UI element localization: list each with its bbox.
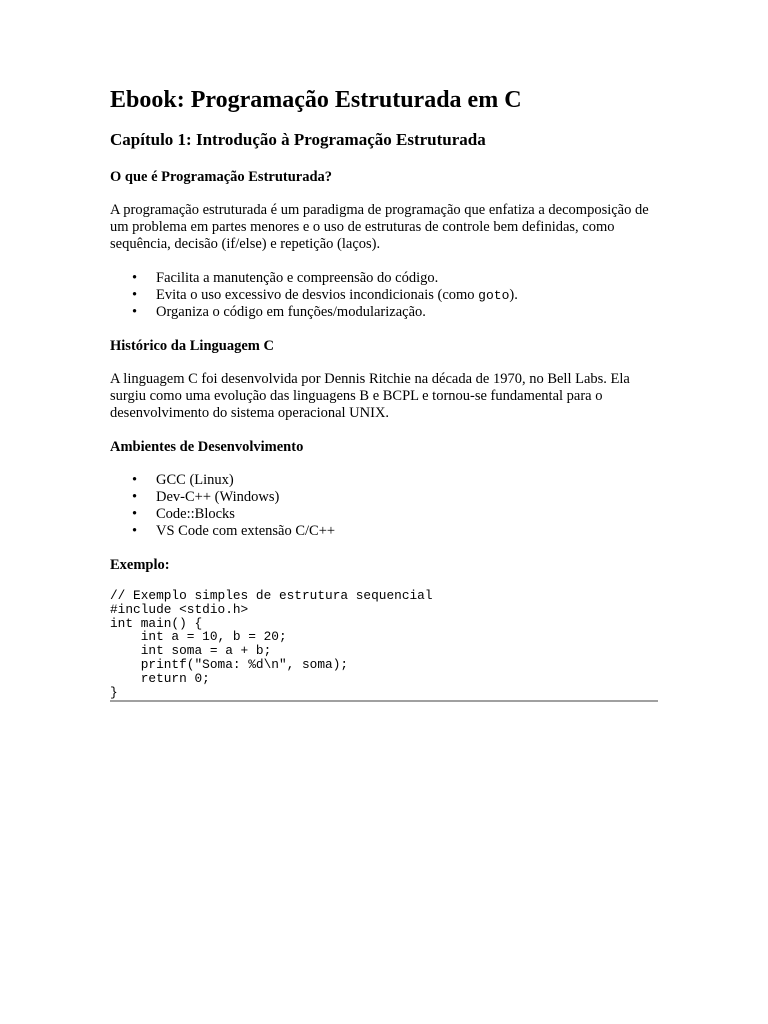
section-heading-dev-environments: Ambientes de Desenvolvimento — [110, 439, 304, 455]
list-item-text: Evita o uso excessivo de desvios incondicionais (como — [156, 287, 479, 303]
list-structured-benefits — [110, 270, 658, 321]
example-heading: Exemplo: — [110, 557, 170, 573]
list-item — [110, 489, 658, 506]
bullet-icon: • — [132, 523, 138, 539]
section-heading-structured-programming: O que é Programação Estruturada? — [110, 169, 333, 185]
list-item — [110, 287, 658, 304]
list-item-text: VS Code com extensão C/C++ — [156, 523, 336, 539]
list-item-text: GCC (Linux) — [156, 472, 234, 488]
bullet-icon: • — [132, 304, 138, 320]
list-item-text-suffix: ). — [509, 287, 518, 303]
list-item-text: Organiza o código em funções/modularização. — [156, 304, 426, 320]
bullet-icon: • — [132, 506, 138, 522]
code-block: // Exemplo simples de estrutura sequencial #include <stdio.h> int main() { int a = 10, b = 20; int soma = a + b; printf("Soma: %d\n", soma); return 0; } — [110, 589, 658, 702]
list-item-text: Facilita a manutenção e compreensão do código. — [156, 270, 439, 286]
list-item — [110, 506, 658, 523]
list-item — [110, 270, 658, 287]
document-title: Ebook: Programação Estruturada em C — [110, 87, 522, 113]
inline-code: goto — [478, 288, 510, 303]
paragraph-structured-programming: A programação estruturada é um paradigma de programação que enfatiza a decomposição de um problema em partes menores e o uso de estruturas de controle bem definidas, como sequência, decisão (if/else) e repetição (laços). — [110, 202, 649, 252]
bullet-icon: • — [132, 287, 138, 303]
list-item — [110, 523, 658, 540]
list-dev-environments — [110, 472, 658, 540]
bullet-icon: • — [132, 489, 138, 505]
document-page — [110, 86, 658, 702]
bullet-icon: • — [132, 472, 138, 488]
bullet-icon: • — [132, 270, 138, 286]
section-heading-c-history: Histórico da Linguagem C — [110, 338, 274, 354]
list-item-text: Code::Blocks — [156, 506, 235, 522]
list-item — [110, 472, 658, 489]
list-item — [110, 304, 658, 321]
paragraph-c-history: A linguagem C foi desenvolvida por Dennis Ritchie na década de 1970, no Bell Labs. Ela surgiu como uma evolução das linguagens B e BCPL e tornou-se fundamental para o desenvolvimento do sistema operacional UNIX. — [110, 371, 630, 421]
list-item-text: Dev-C++ (Windows) — [156, 489, 280, 505]
chapter-title: Capítulo 1: Introdução à Programação Estruturada — [110, 130, 486, 149]
